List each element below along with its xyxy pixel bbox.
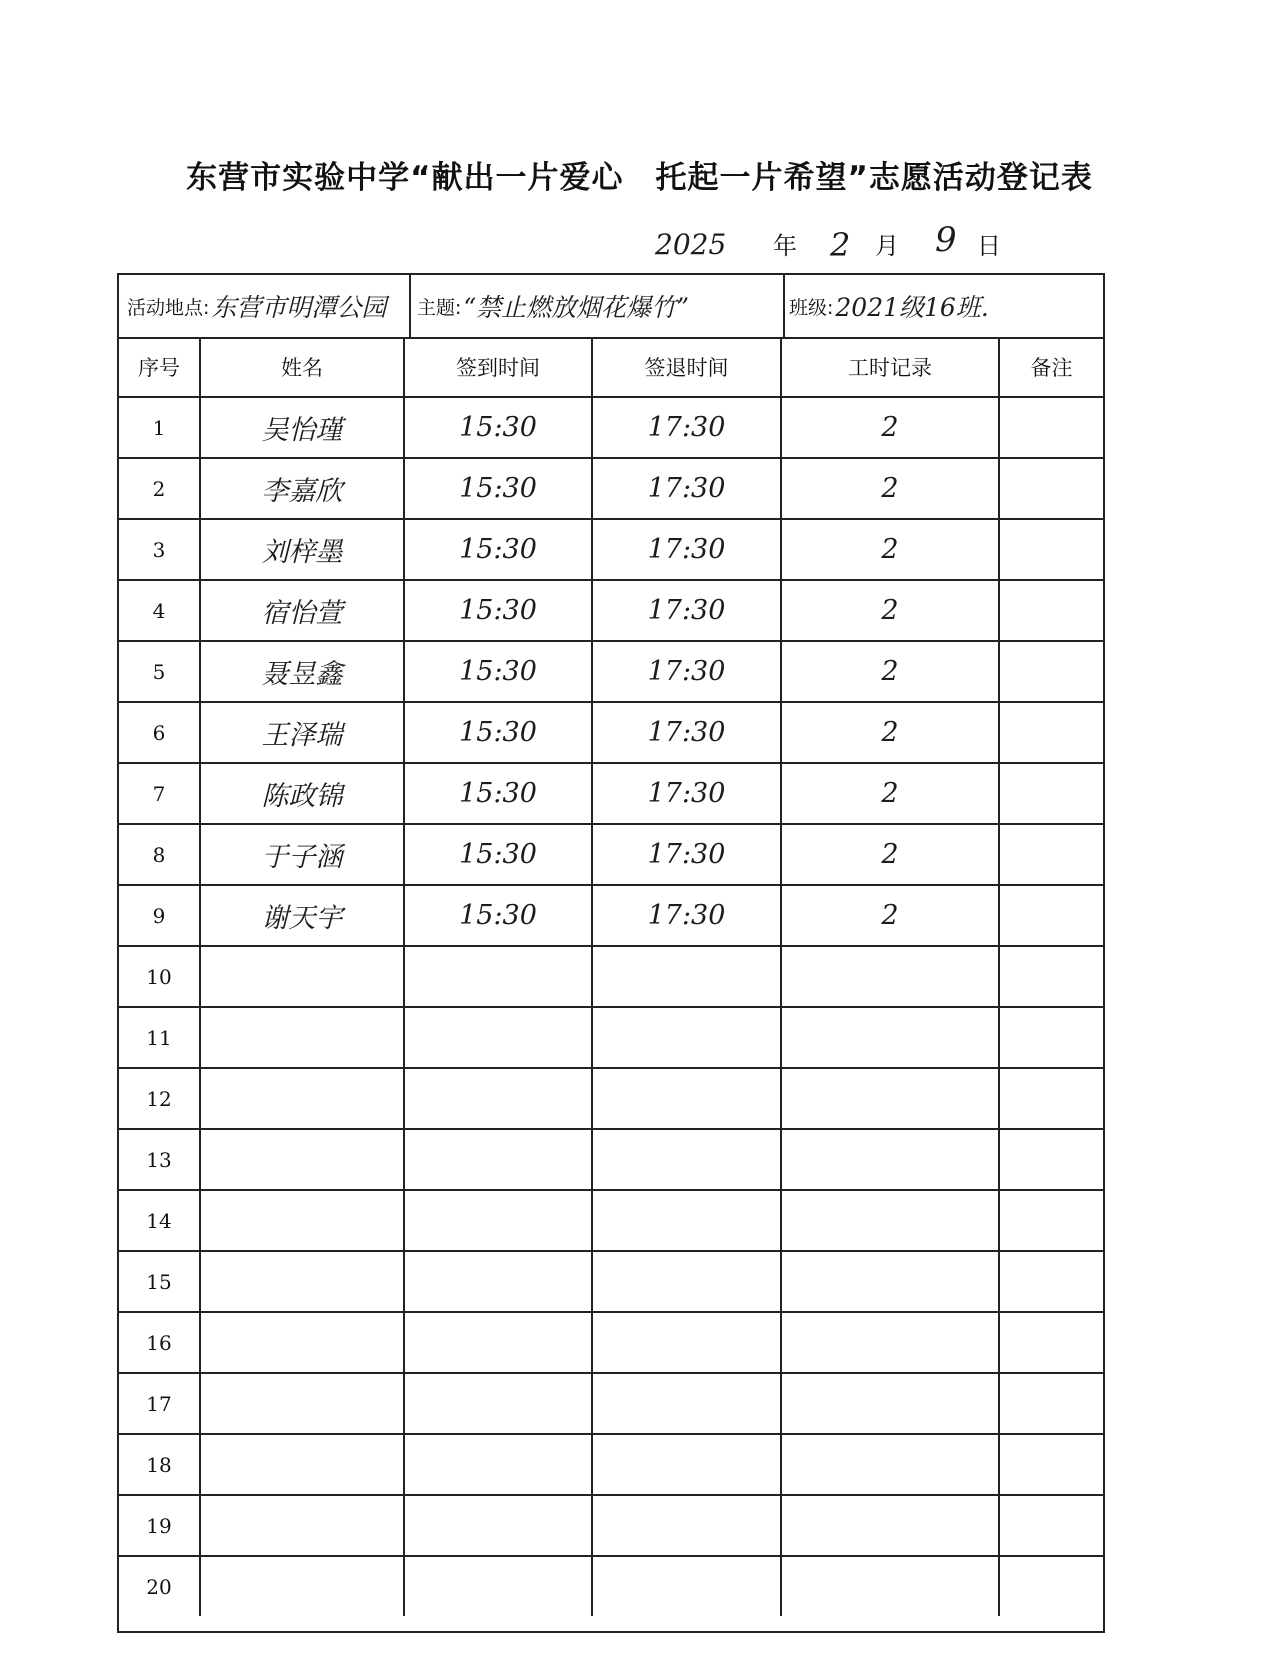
volunteer-name-cell (200, 1251, 404, 1312)
sign-out-time-cell (592, 1251, 781, 1312)
sign-out-time-cell (592, 1190, 781, 1251)
note-cell (999, 1007, 1103, 1068)
volunteer-name: 于子涵 (261, 842, 343, 873)
row-index-cell: 1 (119, 397, 200, 458)
sign-out-time-cell (592, 702, 781, 763)
sign-in-time-cell (404, 1495, 592, 1556)
row-index-cell: 12 (119, 1068, 200, 1129)
volunteer-name-cell (200, 1129, 404, 1190)
volunteer-name-cell (200, 702, 404, 763)
table-row (119, 1556, 1103, 1616)
sign-out-time-cell (592, 763, 781, 824)
row-index-cell: 17 (119, 1373, 200, 1434)
sign-in-time-cell (404, 946, 592, 1007)
sign-out-time-cell (592, 1129, 781, 1190)
work-hours: 2 (881, 717, 899, 748)
table-row (119, 946, 1103, 1007)
sign-out-time: 17:30 (647, 656, 726, 687)
table-row (119, 824, 1103, 885)
sign-in-time-cell (404, 885, 592, 946)
work-hours-cell (781, 1129, 999, 1190)
work-hours-cell (781, 763, 999, 824)
work-hours-cell (781, 824, 999, 885)
work-hours: 2 (881, 534, 899, 565)
note-cell (999, 1495, 1103, 1556)
work-hours-cell (781, 1007, 999, 1068)
header-note: 备注 (999, 337, 1103, 397)
sign-in-time-cell (404, 702, 592, 763)
volunteer-name: 聂昱鑫 (261, 659, 343, 690)
sign-in-time: 15:30 (459, 717, 537, 748)
table-row (119, 641, 1103, 702)
volunteer-name-cell (200, 1068, 404, 1129)
sign-out-time-cell (592, 641, 781, 702)
work-hours-cell (781, 1373, 999, 1434)
work-hours-cell (781, 458, 999, 519)
sign-out-time-cell (592, 458, 781, 519)
row-index-cell: 6 (119, 702, 200, 763)
row-index-cell: 18 (119, 1434, 200, 1495)
location-value: 东营市明潭公园 (211, 293, 387, 322)
sign-in-time-cell (404, 641, 592, 702)
info-row (119, 275, 1103, 339)
sign-out-time: 17:30 (647, 534, 726, 565)
note-cell (999, 885, 1103, 946)
sign-in-time: 15:30 (459, 656, 537, 687)
row-index-cell: 14 (119, 1190, 200, 1251)
volunteer-name: 谢天宇 (261, 903, 343, 934)
table-row (119, 1068, 1103, 1129)
sign-out-time: 17:30 (647, 595, 726, 626)
sign-in-time-cell (404, 1373, 592, 1434)
volunteer-table (119, 337, 1103, 1616)
sign-in-time-cell (404, 1312, 592, 1373)
sign-in-time: 15:30 (459, 412, 537, 443)
row-index-cell: 19 (119, 1495, 200, 1556)
volunteer-name-cell (200, 885, 404, 946)
volunteer-name-cell (200, 946, 404, 1007)
sign-out-time-cell (592, 1495, 781, 1556)
row-index-cell: 20 (119, 1556, 200, 1616)
work-hours: 2 (881, 412, 899, 443)
note-cell (999, 946, 1103, 1007)
header-name: 姓名 (200, 337, 404, 397)
volunteer-name: 王泽瑞 (261, 720, 343, 751)
date-day-label: 日 (977, 232, 1001, 260)
sign-in-time: 15:30 (459, 839, 537, 870)
work-hours-cell (781, 1251, 999, 1312)
table-row (119, 1495, 1103, 1556)
volunteer-name-cell (200, 580, 404, 641)
sign-out-time-cell (592, 946, 781, 1007)
note-cell (999, 580, 1103, 641)
row-index-cell: 8 (119, 824, 200, 885)
volunteer-name-cell (200, 1434, 404, 1495)
note-cell (999, 1312, 1103, 1373)
note-cell (999, 458, 1103, 519)
volunteer-name: 陈政锦 (261, 781, 343, 812)
row-index-cell: 13 (119, 1129, 200, 1190)
sign-in-time-cell (404, 1007, 592, 1068)
work-hours: 2 (881, 900, 899, 931)
row-index-cell: 9 (119, 885, 200, 946)
sign-in-time-cell (404, 458, 592, 519)
divider (409, 275, 411, 337)
header-hours: 工时记录 (781, 337, 999, 397)
location-label: 活动地点: (127, 296, 210, 319)
sign-in-time-cell (404, 1129, 592, 1190)
row-index-cell: 10 (119, 946, 200, 1007)
sign-out-time: 17:30 (647, 473, 726, 504)
sign-in-time-cell (404, 1251, 592, 1312)
volunteer-name-cell (200, 1556, 404, 1616)
sign-out-time: 17:30 (647, 900, 726, 931)
note-cell (999, 1556, 1103, 1616)
work-hours: 2 (881, 595, 899, 626)
theme-label: 主题: (417, 296, 462, 319)
form-title: 东营市实验中学“献出一片爱心 托起一片希望”志愿活动登记表 (186, 160, 1093, 196)
table-row (119, 1129, 1103, 1190)
volunteer-name-cell (200, 1190, 404, 1251)
work-hours-cell (781, 885, 999, 946)
table-header-row (119, 337, 1103, 397)
sign-out-time: 17:30 (647, 717, 726, 748)
sign-in-time-cell (404, 763, 592, 824)
note-cell (999, 519, 1103, 580)
work-hours: 2 (881, 656, 899, 687)
registration-form (117, 273, 1105, 1633)
work-hours-cell (781, 1312, 999, 1373)
volunteer-name-cell (200, 397, 404, 458)
volunteer-name: 刘梓墨 (261, 537, 343, 568)
sign-out-time-cell (592, 1373, 781, 1434)
note-cell (999, 1068, 1103, 1129)
sign-in-time-cell (404, 1434, 592, 1495)
work-hours-cell (781, 519, 999, 580)
row-index-cell: 4 (119, 580, 200, 641)
note-cell (999, 1190, 1103, 1251)
table-row (119, 580, 1103, 641)
volunteer-name: 宿怡萱 (261, 598, 343, 629)
row-index-cell: 5 (119, 641, 200, 702)
sign-out-time-cell (592, 580, 781, 641)
volunteer-name: 吴怡瑾 (261, 415, 343, 446)
table-row (119, 702, 1103, 763)
work-hours-cell (781, 1556, 999, 1616)
sign-out-time-cell (592, 519, 781, 580)
work-hours-cell (781, 1068, 999, 1129)
table-row (119, 1251, 1103, 1312)
note-cell (999, 641, 1103, 702)
volunteer-name: 李嘉欣 (261, 476, 343, 507)
sign-in-time-cell (404, 1556, 592, 1616)
row-index-cell: 3 (119, 519, 200, 580)
sign-in-time: 15:30 (459, 900, 537, 931)
sign-in-time-cell (404, 519, 592, 580)
work-hours-cell (781, 946, 999, 1007)
note-cell (999, 763, 1103, 824)
table-row (119, 1190, 1103, 1251)
header-index: 序号 (119, 337, 200, 397)
note-cell (999, 397, 1103, 458)
class-label: 班级: (789, 296, 834, 319)
date-year-label: 年 (773, 232, 797, 260)
sign-out-time: 17:30 (647, 412, 726, 443)
work-hours-cell (781, 702, 999, 763)
table-row (119, 1373, 1103, 1434)
volunteer-name-cell (200, 1495, 404, 1556)
class-value: 2021级16班. (835, 293, 989, 322)
volunteer-name-cell (200, 641, 404, 702)
work-hours-cell (781, 397, 999, 458)
table-row (119, 1007, 1103, 1068)
volunteer-name-cell (200, 1373, 404, 1434)
volunteer-name-cell (200, 1007, 404, 1068)
sign-in-time-cell (404, 824, 592, 885)
sign-in-time-cell (404, 1190, 592, 1251)
sign-in-time-cell (404, 580, 592, 641)
row-index-cell: 11 (119, 1007, 200, 1068)
table-row (119, 1312, 1103, 1373)
volunteer-name-cell (200, 519, 404, 580)
sign-out-time-cell (592, 1007, 781, 1068)
table-row (119, 763, 1103, 824)
work-hours-cell (781, 580, 999, 641)
date-month-label: 月 (875, 232, 899, 260)
volunteer-name-cell (200, 1312, 404, 1373)
row-index-cell: 15 (119, 1251, 200, 1312)
note-cell (999, 1251, 1103, 1312)
sign-in-time: 15:30 (459, 778, 537, 809)
row-index-cell: 16 (119, 1312, 200, 1373)
table-row (119, 458, 1103, 519)
header-sign-out: 签退时间 (592, 337, 781, 397)
table-row (119, 519, 1103, 580)
note-cell (999, 1434, 1103, 1495)
note-cell (999, 1129, 1103, 1190)
sign-out-time-cell (592, 885, 781, 946)
sign-out-time-cell (592, 1068, 781, 1129)
row-index-cell: 2 (119, 458, 200, 519)
work-hours-cell (781, 1495, 999, 1556)
sign-in-time-cell (404, 1068, 592, 1129)
date-day: 9 (935, 220, 957, 260)
sign-out-time: 17:30 (647, 839, 726, 870)
sign-in-time: 15:30 (459, 534, 537, 565)
table-row (119, 885, 1103, 946)
sign-out-time-cell (592, 1312, 781, 1373)
sign-in-time: 15:30 (459, 473, 537, 504)
sign-out-time: 17:30 (647, 778, 726, 809)
date-month: 2 (830, 226, 851, 264)
date-year: 2025 (655, 228, 727, 261)
theme-value: “禁止燃放烟花爆竹” (463, 293, 689, 322)
class-cell (789, 275, 1099, 337)
header-sign-in: 签到时间 (404, 337, 592, 397)
note-cell (999, 702, 1103, 763)
work-hours-cell (781, 1434, 999, 1495)
sign-out-time-cell (592, 397, 781, 458)
work-hours: 2 (881, 839, 899, 870)
sign-out-time-cell (592, 824, 781, 885)
row-index-cell: 7 (119, 763, 200, 824)
volunteer-name-cell (200, 824, 404, 885)
note-cell (999, 1373, 1103, 1434)
work-hours: 2 (881, 473, 899, 504)
volunteer-name-cell (200, 458, 404, 519)
work-hours-cell (781, 641, 999, 702)
volunteer-name-cell (200, 763, 404, 824)
note-cell (999, 824, 1103, 885)
work-hours-cell (781, 1190, 999, 1251)
sign-out-time-cell (592, 1556, 781, 1616)
table-row (119, 1434, 1103, 1495)
sign-in-time-cell (404, 397, 592, 458)
sign-out-time-cell (592, 1434, 781, 1495)
divider (783, 275, 785, 337)
location-cell (127, 275, 407, 337)
table-row (119, 397, 1103, 458)
work-hours: 2 (881, 778, 899, 809)
sign-in-time: 15:30 (459, 595, 537, 626)
